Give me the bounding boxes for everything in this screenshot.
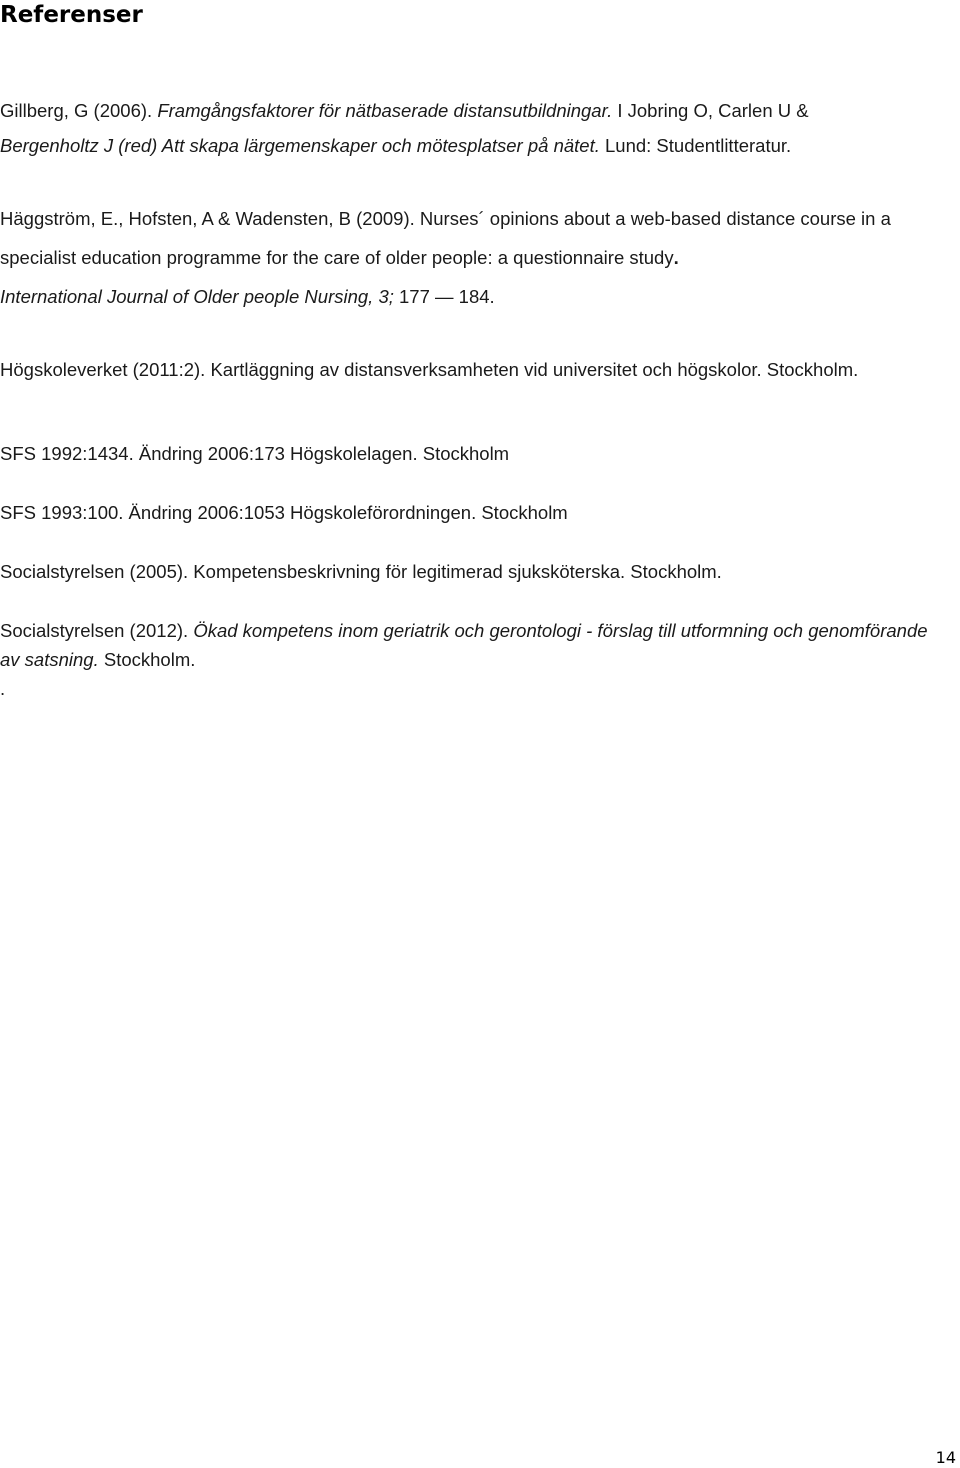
- reference-socialstyrelsen-2012: [0, 616, 940, 703]
- reference-sfs-1993: [0, 498, 940, 527]
- ref-text: Högskoleverket (2011:2). Kartläggning av distansverksamheten vid universitet och högskolor. Stockholm.: [0, 359, 859, 380]
- page-number: 14: [935, 1448, 956, 1467]
- ref-text: I Jobring O, Carlen U &: [617, 100, 809, 121]
- reference-sfs-1992: [0, 439, 940, 468]
- ref-title-italic: Ökad kompetens inom geriatrik och gerontologi - förslag till utformning och genomförande av satsning.: [0, 620, 928, 670]
- ref-trailing-dot: .: [0, 678, 6, 699]
- reference-socialstyrelsen-2005: [0, 557, 940, 586]
- ref-text: SFS 1993:100. Ändring 2006:1053 Högskoleförordningen. Stockholm: [0, 502, 568, 523]
- ref-journal-italic: International Journal of Older people Nursing, 3;: [0, 286, 394, 307]
- ref-text: Socialstyrelsen (2012).: [0, 620, 194, 641]
- ref-text: Lund: Studentlitteratur.: [599, 135, 792, 156]
- ref-bold-period: .: [673, 247, 679, 268]
- reference-hogskoleverket: [0, 355, 940, 384]
- ref-text: SFS 1992:1434. Ändring 2006:173 Högskolelagen. Stockholm: [0, 443, 510, 464]
- ref-pages: 177 — 184.: [393, 286, 495, 307]
- ref-text: Socialstyrelsen (2005). Kompetensbeskrivning för legitimerad sjuksköterska. Stockholm.: [0, 561, 722, 582]
- ref-text: Häggström, E., Hofsten, A & Wadensten, B (2009). Nurses´ opinions about a web-based distance course in a specialist education programme for the care of older people: a questionnaire study: [0, 208, 891, 268]
- page-heading: Referenser: [0, 2, 143, 28]
- ref-text: Stockholm.: [98, 649, 196, 670]
- ref-title-italic: Bergenholtz J (red) Att skapa lärgemenskaper och mötesplatser på nätet.: [0, 135, 600, 156]
- ref-title-italic: Framgångsfaktorer för nätbaserade distansutbildningar.: [157, 100, 618, 121]
- reference-haggstrom: [0, 199, 940, 316]
- reference-gillberg: [0, 93, 940, 163]
- ref-text: Gillberg, G (2006).: [0, 100, 158, 121]
